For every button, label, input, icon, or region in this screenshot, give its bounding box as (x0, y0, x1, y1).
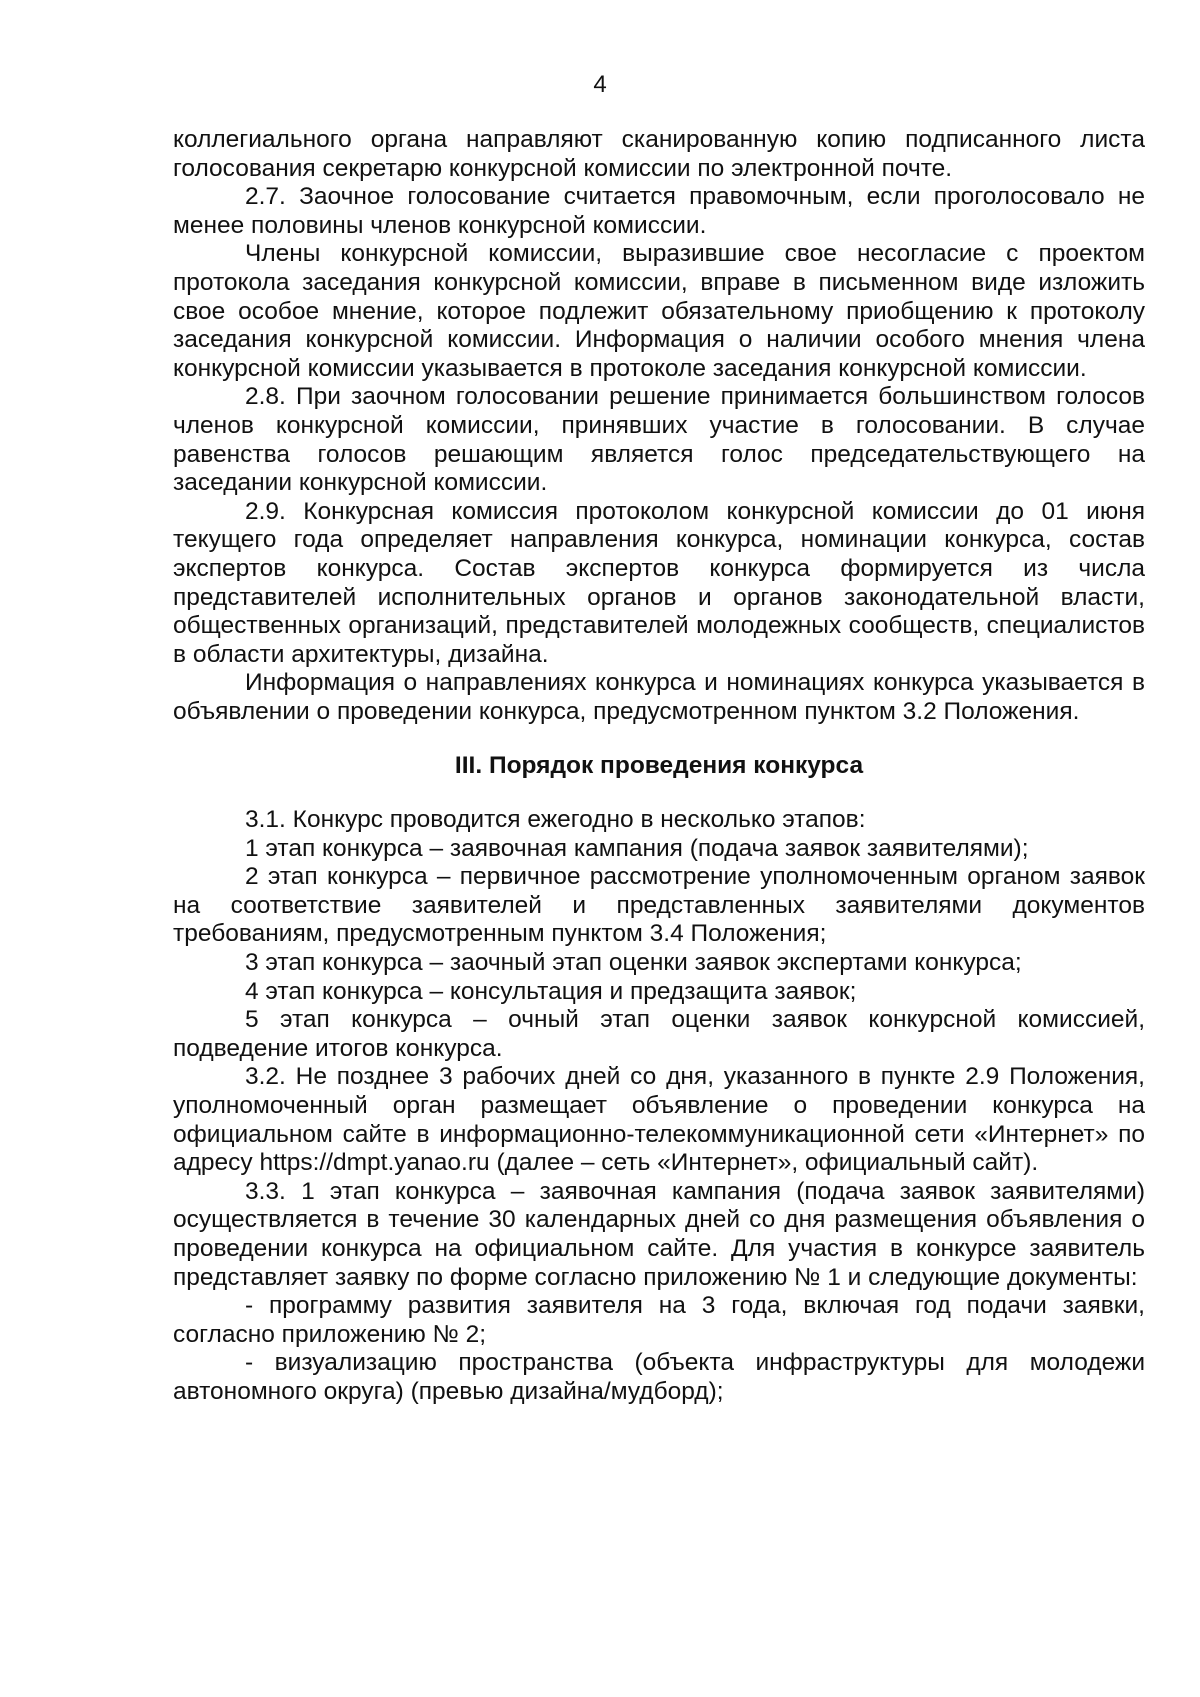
section-heading: III. Порядок проведения конкурса (454, 752, 864, 780)
paragraph: - визуализацию пространства (объекта инфраструктуры для молодежи автономного округа) (превью дизайна/мудборд); (173, 1349, 1145, 1405)
paragraph: 4 этап конкурса – консультация и предзащита заявок; (245, 977, 857, 1005)
paragraph: 2.8. При заочном голосовании решение принимается большинством голосов членов конкурсной комиссии, принявших участие в голосовании. В случае равенства голосов решающим является голос председательствующего на заседании конкурсной комиссии. (173, 383, 1145, 497)
paragraph: 3.1. Конкурс проводится ежегодно в несколько этапов: (245, 806, 866, 834)
paragraph: Члены конкурсной комиссии, выразившие свое несогласие с проектом протокола заседания конкурсной комиссии, вправе в письменном виде изложить свое особое мнение, которое подлежит обязательному приобщению к протоколу заседания конкурсной комиссии. Информация о наличии особого мнения члена конкурсной комиссии указывается в протоколе заседания конкурсной комиссии. (173, 240, 1145, 382)
paragraph: коллегиального органа направляют сканированную копию подписанного листа голосования секретарю конкурсной комиссии по электронной почте. (173, 126, 1145, 182)
paragraph: 3 этап конкурса – заочный этап оценки заявок экспертами конкурса; (245, 949, 1022, 977)
paragraph: 2 этап конкурса – первичное рассмотрение уполномоченным органом заявок на соответствие заявителей и представленных заявителями документов требованиям, предусмотренным пунктом 3.4 Положения; (173, 863, 1145, 948)
paragraph: 3.2. Не позднее 3 рабочих дней со дня, указанного в пункте 2.9 Положения, уполномоченный орган размещает объявление о проведении конкурса на официальном сайте в информационно-телекоммуникационной сети «Интернет» по адресу https://dmpt.yanao.ru (далее – сеть «Интернет», официальный сайт). (173, 1063, 1145, 1177)
paragraph: - программу развития заявителя на 3 года, включая год подачи заявки, согласно приложению № 2; (173, 1292, 1145, 1348)
paragraph: 2.9. Конкурсная комиссия протоколом конкурсной комиссии до 01 июня текущего года определяет направления конкурса, номинации конкурса, состав экспертов конкурса. Состав экспертов конкурса формируется из числа представителей исполнительных органов и органов законодательной власти, общественных организаций, представителей молодежных сообществ, специалистов в области архитектуры, дизайна. (173, 497, 1145, 668)
section-2-continuation (173, 126, 1145, 726)
section-3-body (173, 806, 1145, 1406)
page-number: 4 (593, 71, 607, 98)
paragraph: 3.3. 1 этап конкурса – заявочная кампания (подача заявок заявителями) осуществляется в течение 30 календарных дней со дня размещения объявления о проведении конкурса на официальном сайте. Для участия в конкурсе заявитель представляет заявку по форме согласно приложению № 1 и следующие документы: (173, 1177, 1145, 1291)
paragraph: 1 этап конкурса – заявочная кампания (подача заявок заявителями); (245, 834, 1029, 862)
paragraph: 2.7. Заочное голосование считается правомочным, если проголосовало не менее половины членов конкурсной комиссии. (173, 183, 1145, 239)
paragraph: 5 этап конкурса – очный этап оценки заявок конкурсной комиссией, подведение итогов конкурса. (173, 1006, 1145, 1062)
document-body (173, 126, 1145, 1407)
paragraph: Информация о направлениях конкурса и номинациях конкурса указывается в объявлении о проведении конкурса, предусмотренном пунктом 3.2 Положения. (173, 669, 1145, 725)
